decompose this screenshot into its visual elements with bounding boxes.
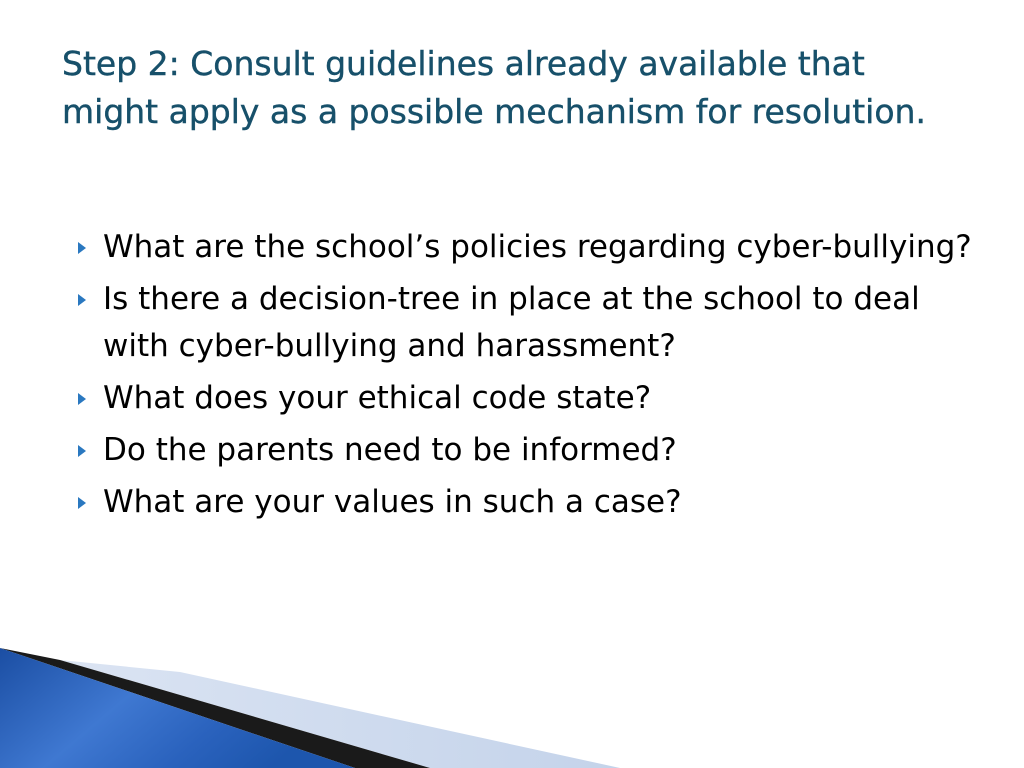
- bullet-list: [76, 224, 976, 531]
- slide-title: Step 2: Consult guidelines already available that might apply as a possible mechanism for resolution.: [62, 44, 926, 131]
- light-band: [60, 660, 620, 768]
- triangle-bullet-icon: [78, 393, 86, 405]
- triangle-bullet-icon: [78, 497, 86, 509]
- list-item: [76, 224, 976, 271]
- list-item-text: What are your values in such a case?: [103, 484, 682, 520]
- list-item: [76, 479, 976, 526]
- list-item: [76, 276, 976, 370]
- triangle-bullet-icon: [78, 242, 86, 254]
- list-item-text: What are the school’s policies regarding cyber-bullying?: [103, 229, 972, 265]
- blue-wedge: [0, 648, 355, 768]
- dark-stripe: [0, 648, 430, 768]
- triangle-bullet-icon: [78, 294, 86, 306]
- list-item-text: Do the parents need to be informed?: [103, 432, 677, 468]
- list-item-text: What does your ethical code state?: [103, 380, 652, 416]
- list-item: [76, 427, 976, 474]
- triangle-bullet-icon: [78, 445, 86, 457]
- list-item: [76, 375, 976, 422]
- list-item-text: Is there a decision-tree in place at the school to deal with cyber-bullying and harassment?: [103, 281, 920, 364]
